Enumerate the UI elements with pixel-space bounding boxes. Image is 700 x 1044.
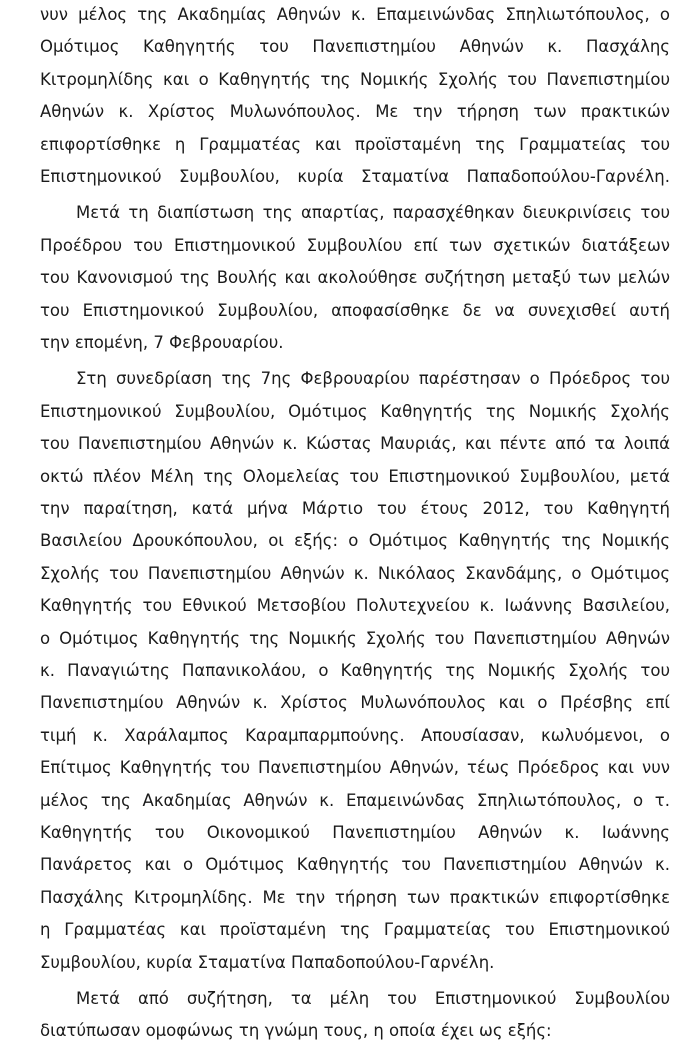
text-line: Μετά από συζήτηση, τα μέλη του Επιστημονικού Συμβουλίου xyxy=(76,989,670,1008)
text-line: Σχολής του Πανεπιστημίου Αθηνών κ. Νικόλαος Σκανδάμης, ο Ομότιμος xyxy=(40,563,670,583)
text-line: διατύπωσαν ομοφώνως τη γνώμη τους, η οποία έχει ως εξής: xyxy=(40,1021,552,1041)
text-line: η Γραμματέας και προϊσταμένη της Γραμματείας του Επιστημονικού xyxy=(40,920,670,940)
text-line: Κιτρομηλίδης και ο Καθηγητής της Νομικής Σχολής του Πανεπιστημίου xyxy=(40,69,670,89)
text-line: του Κανονισμού της Βουλής και ακολούθησε συζήτηση μεταξύ των μελών xyxy=(40,268,670,288)
text-line: Πανάρετος και ο Ομότιμος Καθηγητής του Πανεπιστημίου Αθηνών κ. xyxy=(40,855,670,875)
text-line: Βασιλείου Δρουκόπουλου, οι εξής: ο Ομότιμος Καθηγητής της Νομικής xyxy=(40,531,670,551)
text-line: ο Ομότιμος Καθηγητής της Νομικής Σχολής του Πανεπιστημίου Αθηνών xyxy=(40,628,670,648)
text-line: επιφορτίσθηκε η Γραμματέας και προϊσταμένη της Γραμματείας του xyxy=(40,134,670,154)
text-line: μέλος της Ακαδημίας Αθηνών κ. Επαμεινώνδας Σπηλιωτόπουλος, ο τ. xyxy=(40,790,670,810)
text-line: την επομένη, 7 Φεβρουαρίου. xyxy=(40,333,284,352)
text-line: του Πανεπιστημίου Αθηνών κ. Κώστας Μαυριάς, και πέντε από τα λοιπά xyxy=(40,434,670,454)
text-line: τιμή κ. Χαράλαμπος Καραμπαρμπούνης. Απουσίασαν, κωλυόμενοι, ο xyxy=(40,725,670,745)
text-line: Στη συνεδρίαση της 7ης Φεβρουαρίου παρέστησαν ο Πρόεδρος του xyxy=(76,369,670,389)
text-line: Προέδρου του Επιστημονικού Συμβουλίου επί των σχετικών διατάξεων xyxy=(40,235,670,255)
text-line: Καθηγητής του Οικονομικού Πανεπιστημίου Αθηνών κ. Ιωάννης xyxy=(40,823,670,842)
text-line: Ομότιμος Καθηγητής του Πανεπιστημίου Αθηνών κ. Πασχάλης xyxy=(40,37,670,57)
text-line: οκτώ πλέον Μέλη της Ολομελείας του Επιστημονικού Συμβουλίου, μετά xyxy=(40,466,670,486)
text-line: νυν μέλος της Ακαδημίας Αθηνών κ. Επαμεινώνδας Σπηλιωτόπουλος, ο xyxy=(40,5,670,24)
text-line: Συμβουλίου, κυρία Σταματίνα Παπαδοπούλου-Γαρνέλη. xyxy=(40,952,495,972)
text-line: Καθηγητής του Εθνικού Μετσοβίου Πολυτεχνείου κ. Ιωάννης Βασιλείου, xyxy=(40,596,670,616)
text-line: Επιστημονικού Συμβουλίου, κυρία Σταματίνα Παπαδοπούλου-Γαρνέλη. xyxy=(40,167,670,186)
text-line: Μετά τη διαπίστωση της απαρτίας, παρασχέθηκαν διευκρινίσεις του xyxy=(76,203,670,223)
text-line: Πασχάλης Κιτρομηλίδης. Με την τήρηση των πρακτικών επιφορτίσθηκε xyxy=(40,887,670,907)
text-line: κ. Παναγιώτης Παπανικολάου, ο Καθηγητής της Νομικής Σχολής του xyxy=(40,661,670,680)
text-line: Αθηνών κ. Χρίστος Μυλωνόπουλος. Με την τήρηση των πρακτικών xyxy=(40,102,670,122)
text-line: Επιστημονικού Συμβουλίου, Ομότιμος Καθηγητής της Νομικής Σχολής xyxy=(40,401,670,421)
text-line: την παραίτηση, κατά μήνα Μάρτιο του έτους 2012, του Καθηγητή xyxy=(40,499,670,518)
text-line: Επίτιμος Καθηγητής του Πανεπιστημίου Αθηνών, τέως Πρόεδρος και νυν xyxy=(40,758,670,778)
text-line: του Επιστημονικού Συμβουλίου, αποφασίσθηκε δε να συνεχισθεί αυτή xyxy=(40,300,670,320)
text-line: Πανεπιστημίου Αθηνών κ. Χρίστος Μυλωνόπουλος και ο Πρέσβης επί xyxy=(40,693,670,713)
